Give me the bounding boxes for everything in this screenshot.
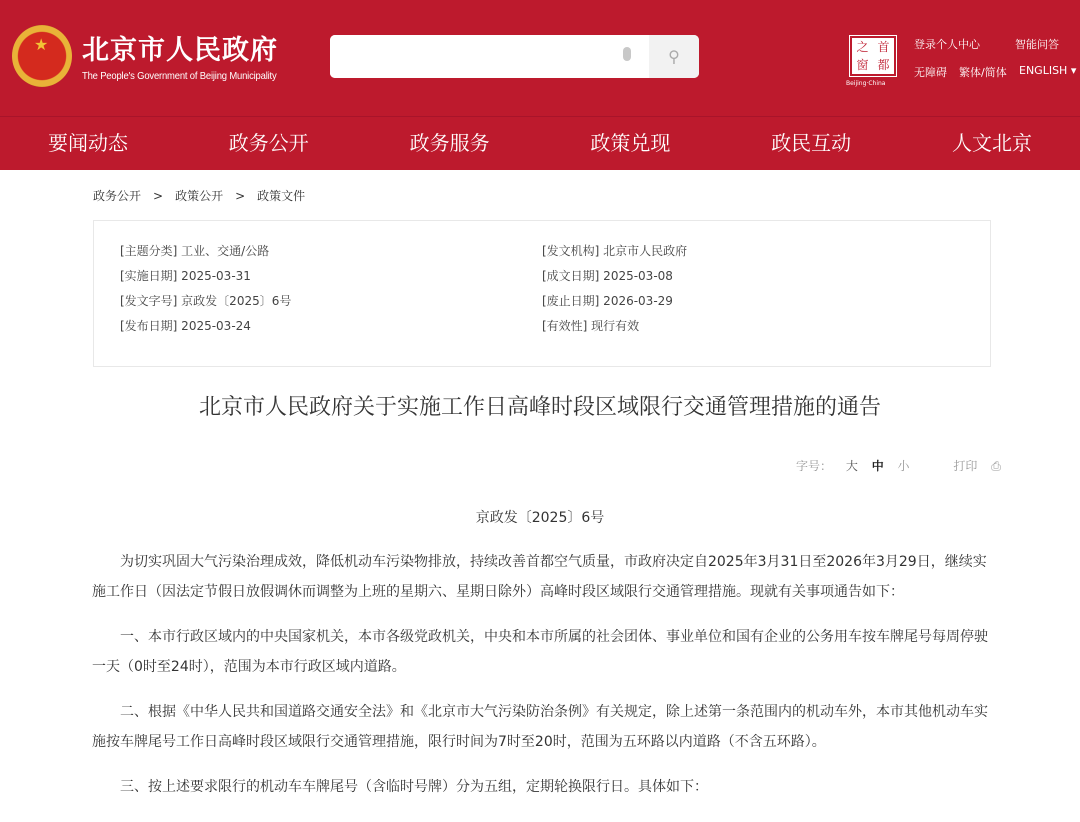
- capital-logo-sub: Beijing·China: [846, 80, 886, 87]
- nav-gov-affairs[interactable]: 政务公开: [228, 131, 309, 155]
- nav-services[interactable]: 政务服务: [409, 131, 490, 155]
- meta-written-date: [成文日期] 2025-03-08: [542, 269, 673, 283]
- nav-culture[interactable]: 人文北京: [951, 131, 1032, 155]
- meta-topic: [主题分类] 工业、交通/公路: [120, 244, 270, 258]
- font-large-button[interactable]: 大: [845, 459, 858, 473]
- document-meta: [93, 220, 991, 367]
- paragraph: 三、按上述要求限行的机动车车牌尾号（含临时号牌）分为五组，定期轮换限行日。具体如下：: [120, 779, 708, 795]
- qa-link[interactable]: 智能问答: [1015, 38, 1059, 51]
- header: [0, 0, 1080, 117]
- meta-effective-date: [实施日期] 2025-03-31: [120, 269, 251, 283]
- print-label: 打印: [953, 459, 978, 473]
- article-title: 北京市人民政府关于实施工作日高峰时段区域限行交通管理措施的通告: [198, 395, 881, 420]
- login-link[interactable]: 登录个人中心: [914, 38, 980, 51]
- nav-policy[interactable]: 政策兑现: [590, 131, 671, 155]
- accessibility-link[interactable]: 无障碍: [914, 66, 947, 79]
- font-size-label: 字号：: [796, 459, 833, 473]
- capital-window-logo[interactable]: [850, 36, 896, 76]
- font-small-button[interactable]: 小: [897, 459, 910, 473]
- nav-interaction[interactable]: 政民互动: [771, 131, 852, 155]
- meta-doc-number: [发文字号] 京政发〔2025〕6号: [120, 294, 292, 308]
- site-title[interactable]: 北京市人民政府: [82, 35, 278, 66]
- english-link[interactable]: ENGLISH ▾: [1019, 64, 1077, 77]
- document-number: 京政发〔2025〕6号: [475, 510, 605, 526]
- print-button[interactable]: [953, 459, 1010, 473]
- script-toggle-link[interactable]: 繁体/简体: [959, 66, 1007, 79]
- paragraph: 为切实巩固大气污染治理成效，降低机动车污染物排放，持续改善首都空气质量，市政府决定自2025年3月31日至2026年3月29日，继续实施工作日（因法定节假日放假调休而调整为上班的星期六、星期日除外）高峰时段区域限行交通管理措施。现就有关事项通告如下：: [92, 554, 987, 600]
- meta-publish-date: [发布日期] 2025-03-24: [120, 319, 251, 333]
- national-emblem-logo: [12, 25, 72, 87]
- breadcrumb-item[interactable]: 政策公开: [175, 189, 224, 203]
- logo-char: 都: [877, 58, 890, 72]
- nav-news[interactable]: 要闻动态: [48, 131, 128, 155]
- logo-char: 窗: [856, 58, 869, 72]
- breadcrumb-item[interactable]: 政策文件: [257, 189, 306, 203]
- logo-char: 之: [856, 40, 869, 54]
- printer-icon: ⎙: [991, 459, 1001, 473]
- main-nav: [0, 117, 1080, 170]
- breadcrumb-item[interactable]: 政务公开: [93, 189, 142, 203]
- search-input[interactable]: [330, 35, 610, 78]
- article-tools: [796, 457, 1011, 474]
- search-icon: ⚲: [668, 47, 680, 66]
- meta-expiry-date: [废止日期] 2026-03-29: [542, 294, 673, 308]
- breadcrumb: 政务公开 > 政策公开 > 政策文件: [93, 189, 306, 203]
- search-box: [330, 35, 699, 78]
- meta-issuer: [发文机构] 北京市人民政府: [542, 244, 688, 258]
- meta-validity: [有效性] 现行有效: [542, 319, 640, 333]
- site-subtitle: The People's Government of Beijing Municipality: [82, 70, 277, 82]
- paragraph: 一、本市行政区域内的中央国家机关，本市各级党政机关，中央和本市所属的社会团体、事业单位和国有企业的公务用车按车牌尾号每周停驶一天（0时至24时），范围为本市行政区域内道路。: [92, 629, 988, 675]
- logo-char: 首: [877, 40, 890, 54]
- font-medium-button[interactable]: 中: [871, 459, 884, 473]
- paragraph: 二、根据《中华人民共和国道路交通安全法》和《北京市大气污染防治条例》有关规定，除上述第一条范围内的机动车外，本市其他机动车实施按车牌尾号工作日高峰时段区域限行交通管理措施，限行时间为7时至20时，范围为五环路以内道路（不含五环路）。: [92, 704, 988, 750]
- microphone-icon[interactable]: [623, 47, 631, 61]
- search-button[interactable]: [649, 35, 699, 78]
